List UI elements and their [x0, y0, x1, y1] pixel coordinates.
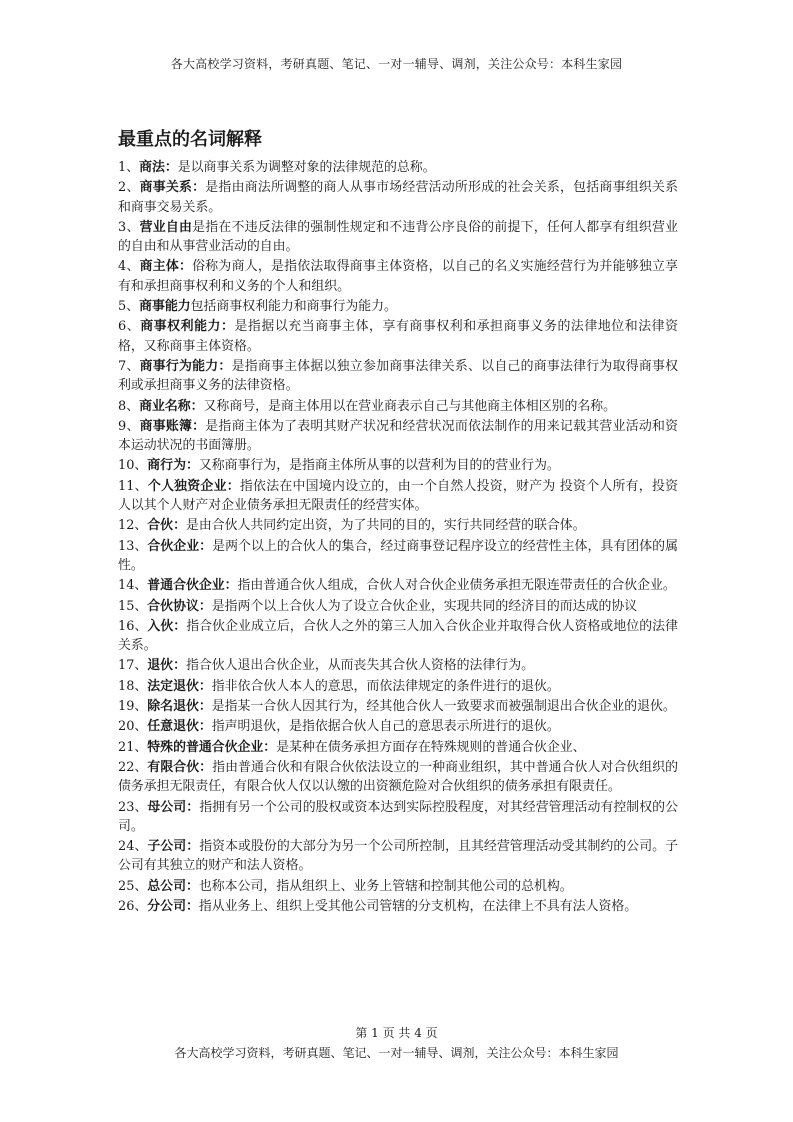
- entry-number: 25、: [118, 878, 148, 894]
- entry-term: 总公司：: [147, 878, 199, 894]
- entry-term: 商事关系：: [139, 180, 206, 196]
- entry-number: 4、: [118, 259, 140, 275]
- entry-term: 母公司：: [147, 799, 200, 815]
- definition-entry: [118, 738, 678, 757]
- entry-number: 2、: [118, 180, 140, 196]
- entry-definition: 指从业务上、组织上受其他公司管辖的分支机构，在法律上不具有法人资格。: [198, 898, 638, 914]
- definition-entry: [118, 397, 678, 416]
- entry-number: 15、: [118, 598, 148, 614]
- entry-number: 17、: [118, 658, 148, 674]
- entry-definition: 是指由商法所调整的商人从事市场经营活动所形成的社会关系，包括商事组织关系和商事交易关系。: [118, 180, 679, 215]
- entry-number: 21、: [118, 739, 148, 755]
- entry-number: 26、: [118, 898, 148, 914]
- entry-definition: 包括商事权利能力和商事行为能力。: [190, 299, 397, 315]
- definition-entry: [118, 417, 678, 456]
- definition-entry: [118, 837, 678, 876]
- entry-definition: 指合伙企业成立后，合伙人之外的第三人加入合伙企业并取得合伙人资格或地位的法律关系。: [118, 618, 679, 654]
- entry-term: 营业自由: [139, 219, 193, 235]
- page-header: 各大高校学习资料，考研真题、笔记、一对一辅导、调剂，关注公众号：本科生家园: [170, 57, 623, 71]
- definition-entry: [118, 317, 678, 356]
- entry-definition: 又称商号，是商主体用以在营业商表示自己与其他商主体相区别的名称。: [203, 398, 617, 414]
- entry-term: 商行为：: [147, 458, 199, 474]
- definition-entry: [118, 516, 678, 535]
- entry-term: 商主体：: [139, 259, 193, 275]
- entry-definition: 指非依合伙人本人的意思，而依法律规定的条件进行的退伙。: [211, 678, 560, 694]
- entry-definition: 指拥有另一个公司的股权或资本达到实际控股程度，对其经营管理活动有控制权的公司。: [118, 799, 679, 834]
- definition-entry: [118, 357, 678, 396]
- entry-term: 商事能力: [139, 299, 191, 315]
- entry-term: 商事权利能力：: [140, 319, 235, 335]
- entry-term: 商法：: [139, 160, 178, 175]
- definition-entry: [118, 798, 678, 837]
- definition-entry: [118, 877, 678, 896]
- entry-definition: 又称商事行为，是指商主体所从事的以营利为目的的营业行为。: [198, 458, 560, 474]
- entry-term: 有限合伙：: [147, 759, 213, 775]
- entry-number: 9、: [118, 418, 140, 434]
- entry-number: 13、: [118, 538, 148, 554]
- entry-definition: 是指商主体为了表明其财产状况和经营状况而依法制作的用来记载其营业活动和资本运动状况的书面簿册。: [118, 418, 679, 454]
- entry-definition: 是指两个以上合伙人为了设立合伙企业，实现共同的经济目的而达成的协议: [211, 598, 638, 614]
- entry-definition: 是指在不违反法律的强制性规定和不违背公序良俗的前提下，任何人都享有组织营业的自由和从事营业活动的自由。: [118, 219, 679, 255]
- definition-entry: [118, 257, 678, 296]
- entry-number: 18、: [118, 678, 148, 694]
- definition-entry: [118, 456, 678, 475]
- entry-term: 商业名称：: [139, 398, 204, 414]
- entry-term: 法定退伙：: [147, 678, 212, 694]
- entry-term: 商事账簿：: [139, 418, 206, 434]
- entry-definition: 是指某一合伙人因其行为，经其他合伙人一致要求而被强制退出合伙企业的退伙。: [211, 699, 676, 715]
- entry-number: 3、: [118, 219, 140, 235]
- definition-entry: [118, 477, 678, 516]
- entry-definition: 指资本或股份的大部分为另一个公司所控制，且其经营管理活动受其制约的公司。子公司有其独立的财产和法人资格。: [118, 839, 679, 874]
- entry-definition: 是两个以上的合伙人的集合，经过商事登记程序设立的经营性主体，具有团体的属性。: [118, 538, 679, 573]
- entry-number: 23、: [118, 799, 148, 815]
- entry-definition: 指合伙人退出合伙企业，从而丧失其合伙人资格的法律行为。: [185, 658, 535, 674]
- entry-term: 入伙：: [147, 618, 187, 634]
- entry-term: 合伙：: [147, 518, 186, 534]
- entry-definition: 是由合伙人共同约定出资，为了共同的目的，实行共同经营的联合体。: [185, 518, 586, 534]
- definition-entry: [118, 597, 678, 616]
- entry-term: 合伙协议：: [147, 598, 212, 614]
- entry-number: 10、: [118, 458, 148, 474]
- entry-number: 14、: [118, 578, 148, 594]
- entry-number: 19、: [118, 699, 148, 715]
- entry-number: 7、: [118, 358, 140, 374]
- entry-definition: 指依法在中国境内设立的，由一个自然人投资，财产为 投资个人所有，投资人以其个人财产对企业债务承担无限责任的经营实体。: [118, 478, 678, 514]
- entry-definition: 是指商事主体据以独立参加商事法律关系、以自己的商事法律行为取得商事权利或承担商事义务的法律资格。: [118, 358, 679, 394]
- entry-number: 5、: [118, 299, 140, 315]
- entry-definition: 指由普通合伙人组成，合伙人对合伙企业债务承担无限连带责任的合伙企业。: [237, 578, 676, 594]
- entry-number: 1、: [118, 160, 140, 175]
- entry-term: 子公司：: [147, 839, 200, 855]
- entry-term: 合伙企业：: [147, 538, 213, 554]
- definition-entry: [118, 537, 678, 576]
- entry-definition: 也称本公司，指从组织上、业务上管辖和控制其他公司的总机构。: [198, 878, 573, 894]
- definition-entry: [118, 897, 678, 916]
- page-number: 第 1 页 共 4 页: [355, 1026, 438, 1040]
- entry-number: 24、: [118, 839, 148, 855]
- entry-term: 普通合伙企业：: [147, 578, 238, 594]
- definition-entry: [118, 677, 678, 696]
- entry-term: 分公司：: [147, 898, 199, 914]
- entry-term: 商事行为能力：: [139, 358, 232, 374]
- entry-term: 特殊的普通合伙企业：: [147, 739, 277, 755]
- definition-entry: [118, 218, 678, 257]
- entry-term: 除名退伙：: [147, 699, 212, 715]
- definition-entry: [118, 178, 678, 217]
- entry-term: 任意退伙：: [147, 719, 212, 735]
- definition-entry: [118, 576, 678, 595]
- footer-text: 各大高校学习资料，考研真题、笔记、一对一辅导、调剂，关注公众号：本科生家园: [174, 1046, 619, 1060]
- definition-entry: [118, 297, 678, 316]
- entry-number: 6、: [118, 319, 141, 335]
- definition-entry: [118, 617, 678, 656]
- document-title: 最重点的名词解释: [118, 129, 262, 150]
- entry-definition: 是某种在债务承担方面存在特殊规则的普通合伙企业、: [276, 739, 586, 755]
- entry-term: 个人独资企业：: [147, 478, 240, 494]
- entry-term: 退伙：: [147, 658, 186, 674]
- entry-number: 20、: [118, 719, 148, 735]
- entry-number: 22、: [118, 759, 148, 775]
- entry-number: 16、: [118, 618, 148, 634]
- page-footer: [0, 1023, 793, 1063]
- entry-definition: 是指据以充当商事主体，享有商事权利和承担商事义务的法律地位和法律资格，又称商事主体资格。: [118, 319, 679, 354]
- entry-definition: 是以商事关系为调整对象的法律规范的总称。: [177, 160, 436, 175]
- definition-list: [118, 158, 678, 917]
- entry-number: 12、: [118, 518, 148, 534]
- definition-entry: [118, 656, 678, 675]
- entry-definition: 指声明退伙，是指依据合伙人自己的意思表示所进行的退伙。: [211, 719, 560, 735]
- entry-number: 8、: [118, 398, 140, 414]
- definition-entry: [118, 697, 678, 716]
- definition-entry: [118, 717, 678, 736]
- definition-entry: [118, 758, 678, 797]
- definition-entry: [118, 158, 678, 177]
- entry-definition: 指由普通合伙和有限合伙依法设立的一种商业组织，其中普通合伙人对合伙组织的债务承担无限责任，有限合伙人仅以认缴的出资额危险对合伙组织的债务承担有限责任。: [118, 759, 679, 795]
- entry-number: 11、: [118, 478, 148, 494]
- entry-definition: 俗称为商人，是指依法取得商事主体资格，以自己的名义实施经营行为并能够独立享有和承担商事权利和义务的个人和组织。: [118, 259, 679, 294]
